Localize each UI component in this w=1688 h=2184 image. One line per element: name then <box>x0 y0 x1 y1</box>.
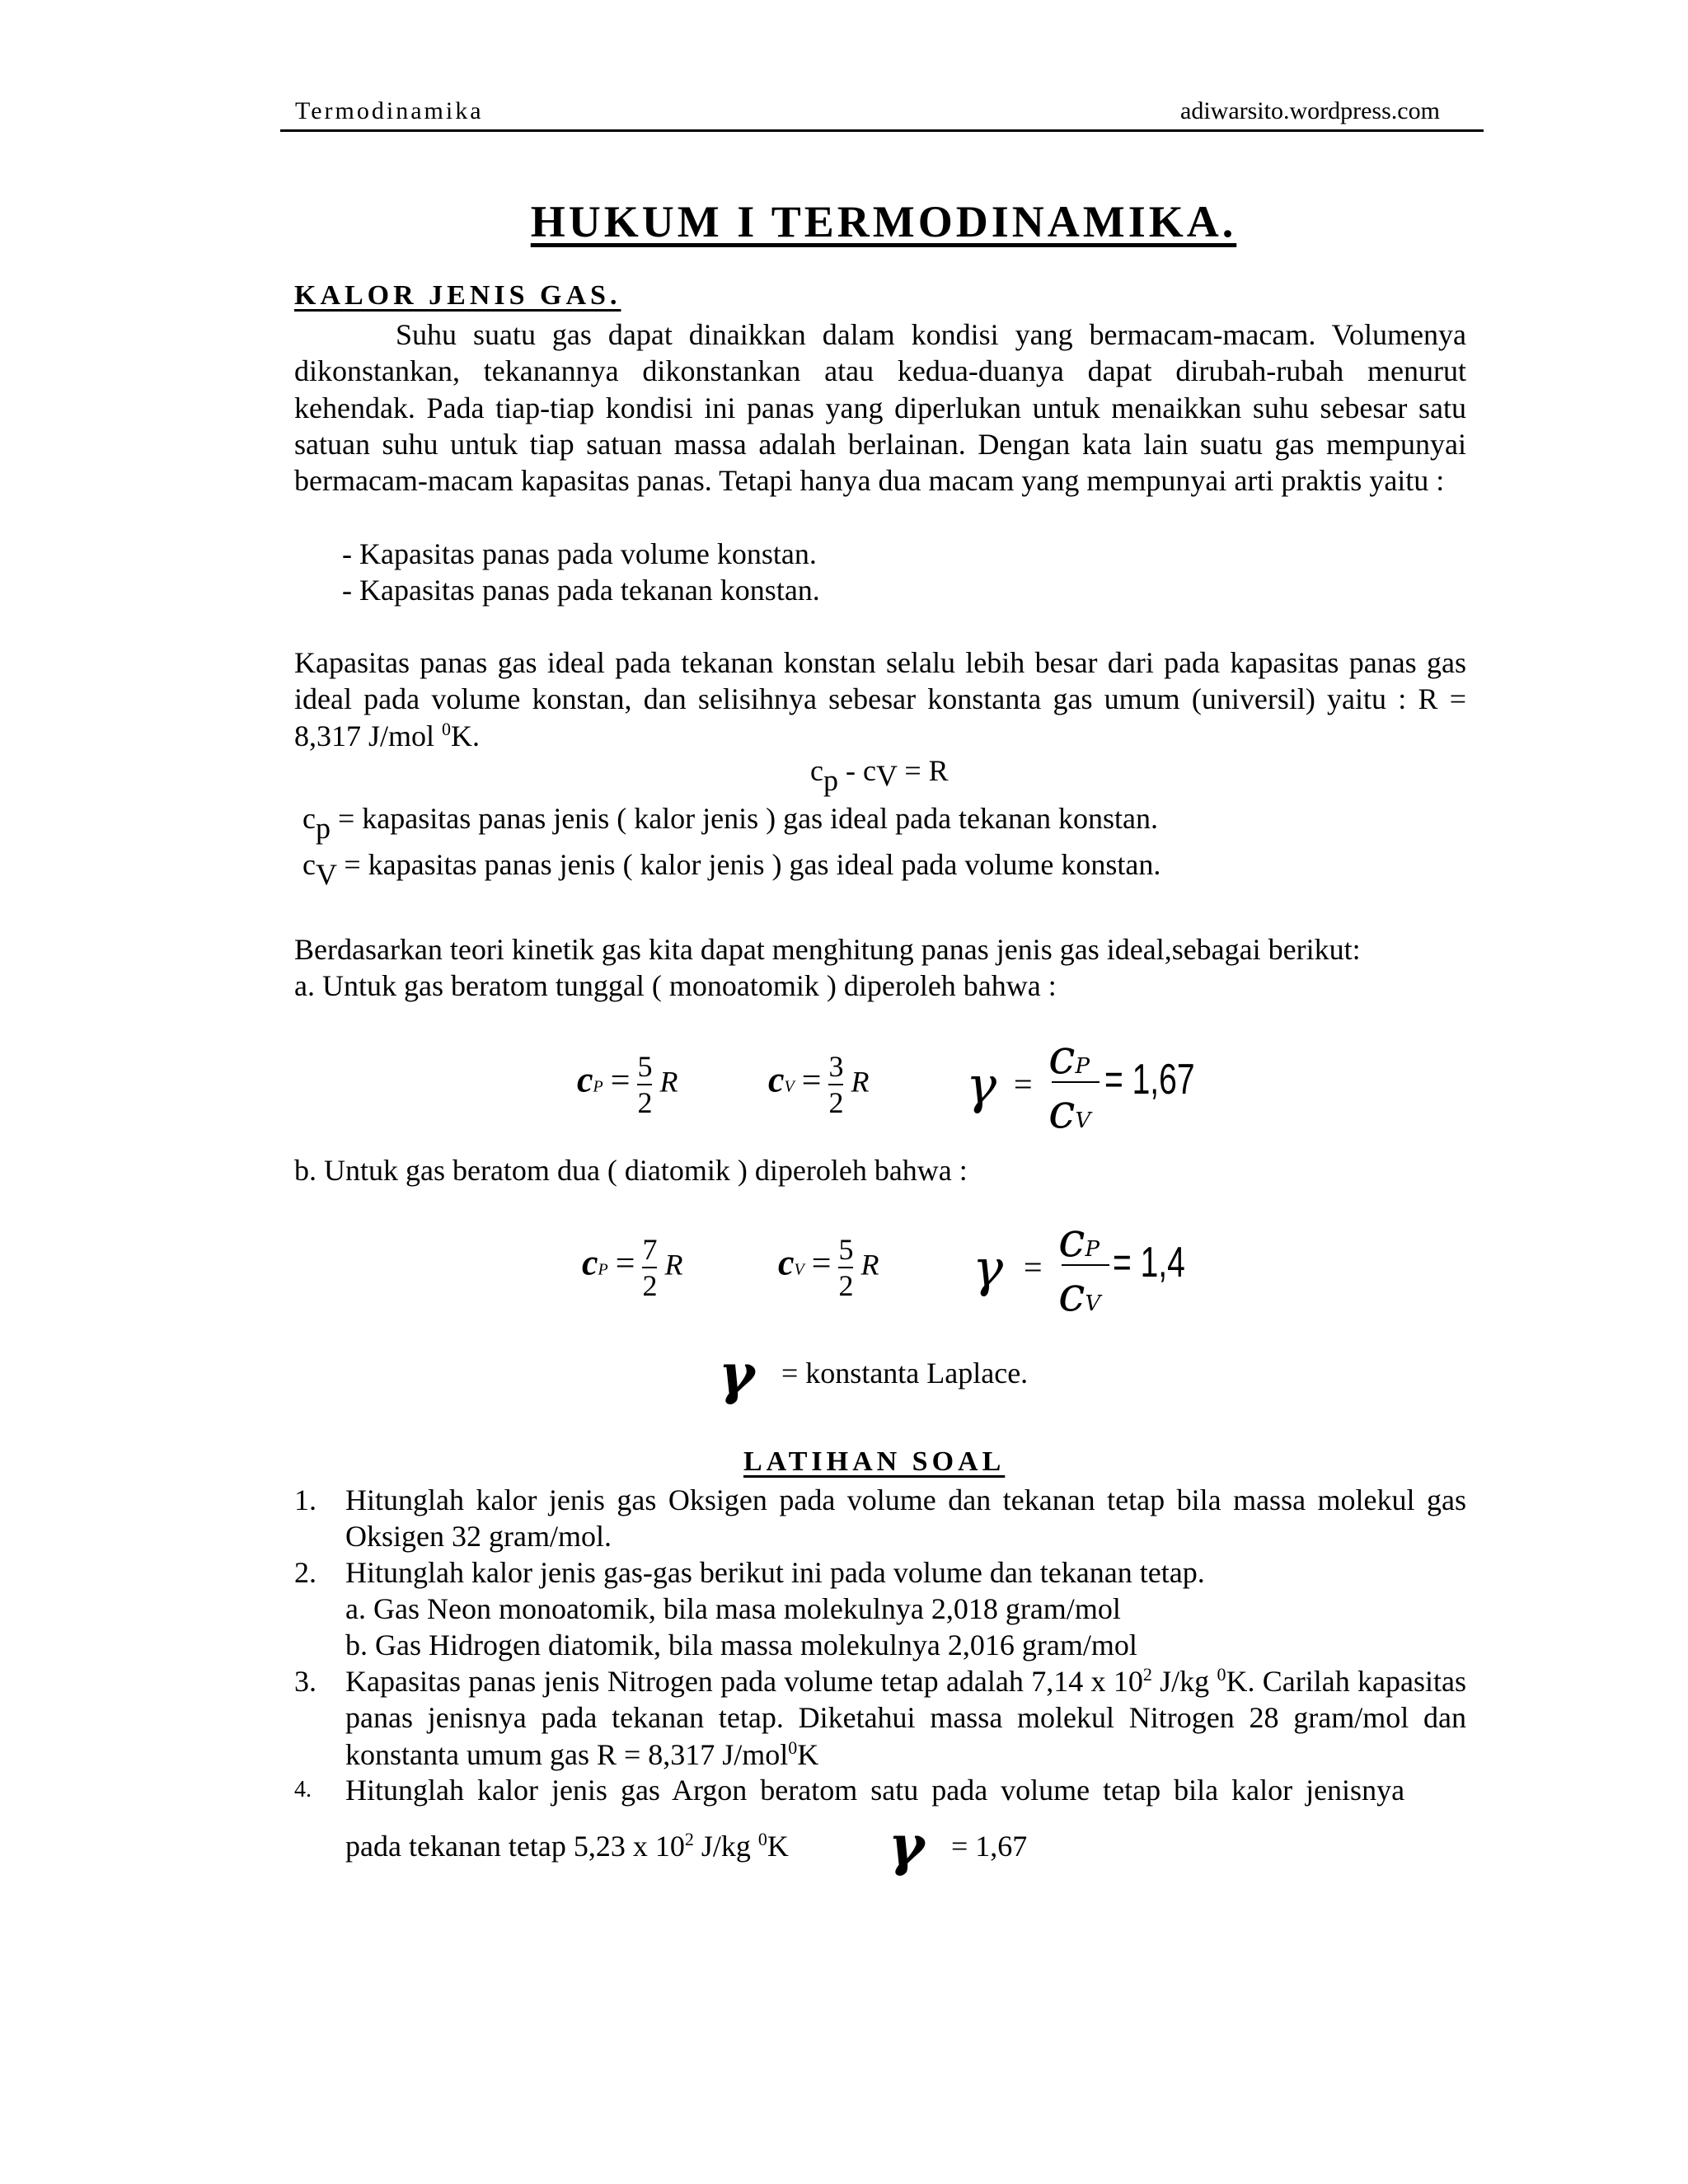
formula-a-cv-eq: = <box>801 1062 822 1100</box>
exercise-4-result: = 1,67 <box>951 1830 1028 1863</box>
formula-a-cv-c: c <box>768 1059 785 1100</box>
formula-a-cp-c: c <box>577 1059 593 1100</box>
formula-b-cv-c: c <box>778 1242 795 1283</box>
formula-a-cv <box>768 1050 869 1119</box>
exercise-4-gamma: γ <box>889 1813 925 1877</box>
formula-b-cp-den: 2 <box>642 1269 658 1302</box>
intro-paragraph: Suhu suatu gas dapat dinaikkan dalam kondisi yang bermacam-macam. Volumenya dikonstankan, tekanannya dikonstankan atau kedua-duanya dapat dirubah-rubah menurut kehendak. Pada tiap-tiap kondisi ini panas yang diperlukan untuk menaikkan suhu sebesar satu satuan suhu untuk tiap satuan massa adalah berlainan. Dengan kata lain suatu gas mempunyai bermacam-macam kapasitas panas. Tetapi hanya dua macam yang mempunyai arti praktis yaitu : <box>294 318 1466 498</box>
formula-b-cv <box>778 1233 879 1302</box>
formula-b-ratio-num <box>1058 1212 1100 1268</box>
exercise-3-deg2: 0 <box>788 1736 798 1758</box>
def-cp-c: c <box>302 802 316 835</box>
exercise-4-part-a: pada tekanan tetap 5,23 x 10 <box>345 1830 685 1863</box>
bullet-pressure: - Kapasitas panas pada tekanan konstan. <box>342 574 820 607</box>
formula-b-cp-c: c <box>582 1242 598 1283</box>
formula-b-result: = 1,4 <box>1113 1239 1185 1286</box>
formula-a-cv-den: 2 <box>828 1086 844 1119</box>
exercise-4-part-b: J/kg <box>693 1830 758 1863</box>
formula-b-cv-R: R <box>860 1248 879 1282</box>
formula-a-ratio-num <box>1048 1029 1090 1085</box>
exercise-2-text: Hitunglah kalor jenis gas-gas berikut ini pada volume dan tekanan tetap. <box>345 1556 1205 1589</box>
exercise-3-part-b: J/kg <box>1151 1665 1217 1698</box>
eq-minus-c: - c <box>837 754 876 787</box>
exercise-1-number: 1. <box>294 1483 316 1516</box>
formula-b-cp-frac <box>642 1233 657 1302</box>
exercise-2-number: 2. <box>294 1556 316 1589</box>
formula-a-cv-num: 3 <box>828 1050 844 1083</box>
header-right: adiwarsito.wordpress.com <box>1180 97 1440 124</box>
formula-b-ratio-num-c: c <box>1058 1212 1085 1268</box>
header-left: Termodinamika <box>295 97 484 124</box>
exercise-3-text <box>345 1663 1466 1773</box>
item-a-monoatomic: a. Untuk gas beratom tunggal ( monoatomik ) diperoleh bahwa : <box>294 969 1057 1002</box>
definition-cp <box>302 801 1158 845</box>
def-cv-c: c <box>302 848 316 881</box>
formula-diatomic <box>582 1212 1208 1338</box>
equation-cp-minus-cv <box>810 753 949 797</box>
definition-cv <box>302 847 1161 891</box>
formula-a-ratio-den-sub: V <box>1075 1108 1091 1133</box>
def-cv-text: = kapasitas panas jenis ( kalor jenis ) gas ideal pada volume konstan. <box>336 848 1161 881</box>
exercise-3-deg: 0 <box>1217 1664 1226 1685</box>
exercise-4-exp: 2 <box>684 1829 694 1849</box>
paragraph-cp-cv-text: Kapasitas panas gas ideal pada tekanan konstan selalu lebih besar dari pada kapasitas panas gas ideal pada volume konstan, dan selisihnya sebesar konstanta gas umum (universil) yaitu : R = 8,317 J/mol <box>294 646 1466 752</box>
exercise-1-text: Hitunglah kalor jenis gas Oksigen pada volume dan tekanan tetap bila massa molekul gas Oksigen 32 gram/mol. <box>345 1483 1466 1554</box>
formula-a-cv-sub: V <box>784 1077 795 1096</box>
def-cp-sub: p <box>315 812 331 845</box>
formula-a-cv-R: R <box>851 1065 870 1099</box>
eq-p-sub: p <box>823 764 838 797</box>
formula-a-ratio-num-c: c <box>1048 1029 1076 1085</box>
formula-b-gamma: γ <box>973 1238 1004 1298</box>
degree-sup: 0 <box>442 718 452 739</box>
laplace-gamma: γ <box>719 1342 755 1406</box>
formula-b-ratio-den-sub: V <box>1085 1291 1101 1316</box>
formula-b-cp-R: R <box>664 1248 683 1282</box>
formula-a-cp-eq: = <box>610 1062 631 1100</box>
formula-a-result: = 1,67 <box>1104 1056 1195 1104</box>
formula-a-gamma: γ <box>966 1055 997 1115</box>
formula-a-cp-R: R <box>659 1065 678 1099</box>
formula-a-cp-num: 5 <box>637 1050 653 1083</box>
formula-b-ratio-num-sub: P <box>1085 1237 1100 1262</box>
formula-a-ratio-den-c: c <box>1048 1083 1076 1139</box>
section-heading-kalor-jenis-gas: KALOR JENIS GAS. <box>294 280 621 311</box>
exercise-4-deg: 0 <box>757 1829 767 1849</box>
formula-a-cp <box>577 1050 678 1119</box>
exercise-4-line1: Hitunglah kalor jenis gas Argon beratom satu pada volume tetap bila kalor jenisnya <box>345 1774 1405 1807</box>
page-title: HUKUM I TERMODINAMIKA. <box>530 197 1237 246</box>
paragraph-cp-cv <box>294 644 1466 754</box>
formula-b-cv-frac <box>838 1233 853 1302</box>
formula-a-cp-sub: P <box>593 1077 603 1096</box>
formula-a-ratio-den <box>1048 1083 1090 1139</box>
exercise-3-exp: 2 <box>1142 1664 1152 1685</box>
exercise-3-part-a: Kapasitas panas jenis Nitrogen pada volume tetap adalah 7,14 x 10 <box>345 1665 1143 1698</box>
formula-a-cv-frac <box>828 1050 843 1119</box>
formula-monoatomic <box>577 1029 1203 1155</box>
eq-v-sub: V <box>875 759 898 792</box>
formula-b-cv-num: 5 <box>838 1233 854 1266</box>
formula-a-gamma-eq: = <box>1014 1066 1033 1103</box>
paragraph-cp-cv-end: K. <box>451 719 481 752</box>
exercise-2a: a. Gas Neon monoatomik, bila masa molekulnya 2,018 gram/mol <box>345 1592 1121 1625</box>
formula-b-ratio-den <box>1058 1266 1100 1322</box>
item-b-diatomic: b. Untuk gas beratom dua ( diatomik ) diperoleh bahwa : <box>294 1154 968 1187</box>
def-cp-text: = kapasitas panas jenis ( kalor jenis ) gas ideal pada tekanan konstan. <box>330 802 1158 835</box>
laplace-text: = konstanta Laplace. <box>781 1357 1029 1390</box>
exercise-4-number: 4. <box>294 1777 312 1802</box>
formula-b-cp-eq: = <box>615 1244 635 1283</box>
exercise-4-line2 <box>345 1828 789 1864</box>
eq-c: c <box>810 754 823 787</box>
formula-b-cp-sub: P <box>598 1260 608 1279</box>
formula-b-cv-eq: = <box>811 1244 832 1283</box>
formula-b-cp-num: 7 <box>642 1233 658 1266</box>
formula-b-cv-den: 2 <box>838 1269 854 1302</box>
formula-a-ratio-num-sub: P <box>1075 1054 1090 1079</box>
formula-b-ratio-den-c: c <box>1058 1266 1085 1322</box>
exercise-3-part-c: K. Carilah kapasitas panas jenisnya pada tekanan tetap. Diketahui massa molekul Nitrogen 28 gram/mol dan konstanta umum gas R = 8,317 J/mol <box>345 1665 1467 1771</box>
bullet-volume: - Kapasitas panas pada volume konstan. <box>342 537 817 570</box>
formula-b-gamma-eq: = <box>1024 1249 1043 1286</box>
exercise-3-part-d: K <box>797 1737 819 1771</box>
exercise-4-part-c: K <box>767 1830 789 1863</box>
paragraph-kinetic-theory: Berdasarkan teori kinetik gas kita dapat menghitung panas jenis gas ideal,sebagai berikut: <box>294 933 1361 966</box>
formula-a-cp-den: 2 <box>637 1086 653 1119</box>
formula-b-cp <box>582 1233 682 1302</box>
header-divider <box>280 129 1484 132</box>
exercise-3-number: 3. <box>294 1665 316 1698</box>
formula-b-cv-sub: V <box>794 1260 804 1279</box>
exercise-2b: b. Gas Hidrogen diatomik, bila massa molekulnya 2,016 gram/mol <box>345 1629 1137 1661</box>
def-cv-sub: V <box>315 858 337 891</box>
exercises-heading: LATIHAN SOAL <box>743 1446 1006 1477</box>
eq-rhs: = R <box>897 754 949 787</box>
formula-a-cp-frac <box>637 1050 652 1119</box>
